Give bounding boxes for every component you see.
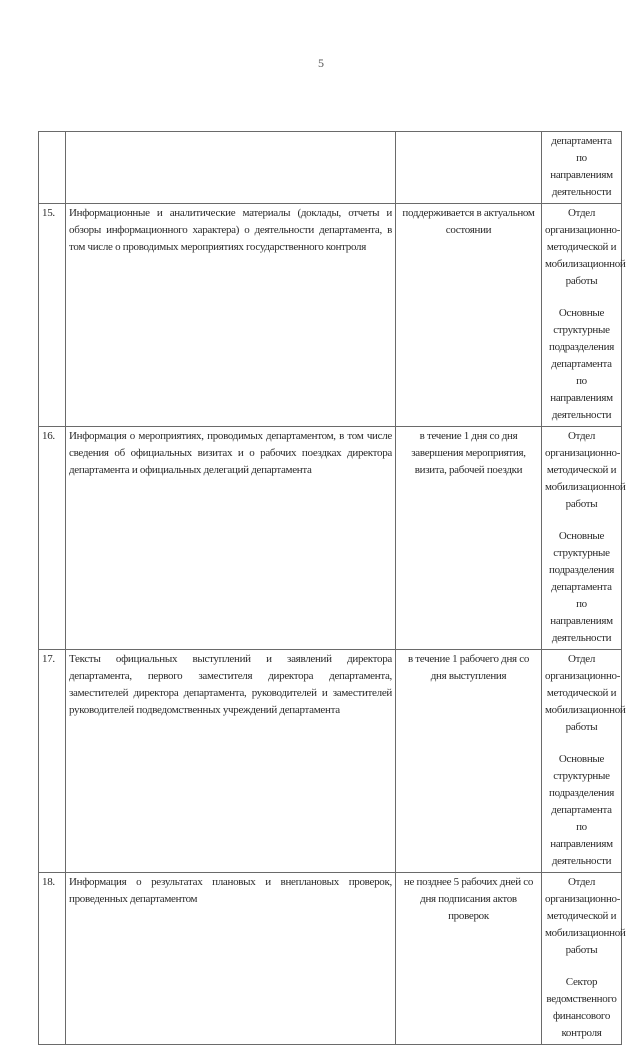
row-responsible [542, 204, 626, 427]
row-description: Тексты официальных выступлений и заявлений директора департамента, первого заместителя директора департамента, заместителей директора департамента, руководителей и заместителей руководителей подведомственных учреждений департамента [66, 650, 396, 873]
table-row [39, 650, 622, 873]
info-table [38, 131, 626, 1045]
responsible-unit: Основные структурные подразделения департамента по направлениям деятельности [549, 530, 614, 644]
row-description: Информация о мероприятиях, проводимых департаментом, в том числе сведения об официальных визитах и о рабочих поездках директора департамента и официальных делегаций департамента [66, 427, 396, 650]
responsible-unit: департамента по направлениям деятельности [550, 135, 613, 198]
row-description: Информация о результатах плановых и внеплановых проверок, проведенных департаментом [66, 873, 396, 1045]
table-row [39, 204, 622, 427]
row-responsible [542, 873, 626, 1045]
row-number: 16. [39, 427, 66, 650]
row-description [66, 132, 396, 204]
responsible-unit: Основные структурные подразделения департамента по направлениям деятельности [549, 753, 614, 867]
table-row [39, 873, 622, 1045]
page-number: 5 [318, 56, 324, 70]
row-description: Информационные и аналитические материалы (доклады, отчеты и обзоры информационного характера) о деятельности департамента, в том числе о проводимых мероприятиях государственного контроля [66, 204, 396, 427]
row-responsible [542, 650, 626, 873]
responsible-unit: Отдел организационно-методической и мобилизационной работы [545, 207, 626, 287]
row-responsible [542, 427, 626, 650]
row-term: не позднее 5 рабочих дней со дня подписания актов проверок [396, 873, 542, 1045]
responsible-unit: Отдел организационно-методической и мобилизационной работы [545, 653, 626, 733]
row-term [396, 132, 542, 204]
responsible-unit: Сектор ведомственного финансового контроля [546, 976, 617, 1039]
row-number: 17. [39, 650, 66, 873]
row-responsible [542, 132, 622, 204]
row-term: поддерживается в актуальном состоянии [396, 204, 542, 427]
responsible-unit: Отдел организационно-методической и мобилизационной работы [545, 876, 626, 956]
row-term: в течение 1 дня со дня завершения мероприятия, визита, рабочей поездки [396, 427, 542, 650]
responsible-unit: Отдел организационно-методической и мобилизационной работы [545, 430, 626, 510]
row-number: 18. [39, 873, 66, 1045]
responsible-unit: Основные структурные подразделения департамента по направлениям деятельности [549, 307, 614, 421]
row-number: 15. [39, 204, 66, 427]
row-term: в течение 1 рабочего дня со дня выступления [396, 650, 542, 873]
table-row [39, 427, 622, 650]
row-number [39, 132, 66, 204]
table-row [39, 132, 622, 204]
